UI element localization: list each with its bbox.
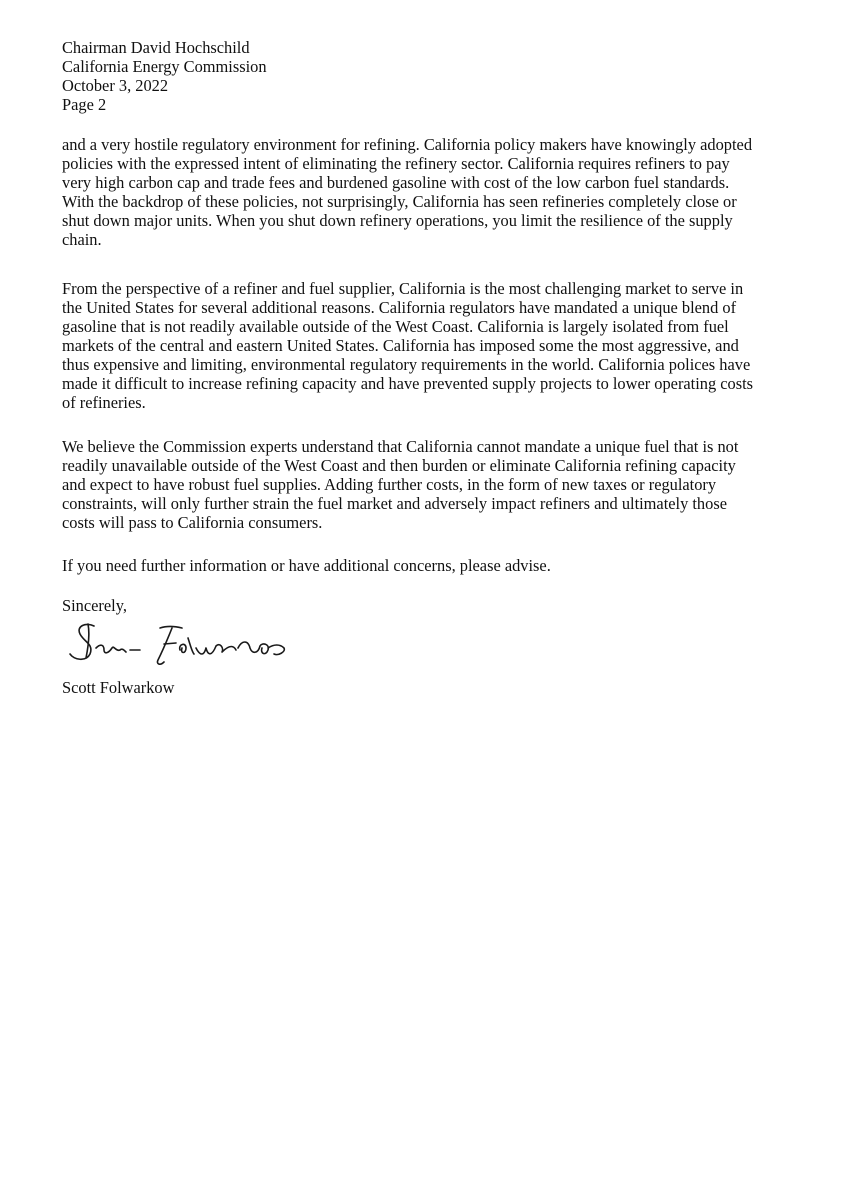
paragraph-line: With the backdrop of these policies, not surprisingly, California has seen refineries completely close or (62, 192, 737, 211)
paragraph-line: costs will pass to California consumers. (62, 513, 323, 532)
body-paragraph-3 (62, 437, 802, 532)
letter-header (62, 38, 267, 114)
page-number: Page 2 (62, 95, 107, 114)
paragraph-line: If you need further information or have additional concerns, please advise. (62, 556, 551, 575)
paragraph-line: thus expensive and limiting, environmental regulatory requirements in the world. California polices have (62, 355, 751, 374)
body-paragraph-2 (62, 279, 802, 412)
recipient-name: Chairman David Hochschild (62, 38, 250, 57)
paragraph-line: We believe the Commission experts understand that California cannot mandate a unique fuel that is not (62, 437, 739, 456)
letter-date: October 3, 2022 (62, 76, 169, 95)
closing-salutation: Sincerely, (62, 596, 127, 615)
paragraph-line: very high carbon cap and trade fees and burdened gasoline with cost of the low carbon fuel standards. (62, 173, 730, 192)
paragraph-line: chain. (62, 230, 102, 249)
body-paragraph-1 (62, 135, 802, 249)
paragraph-line: made it difficult to increase refining capacity and have prevented supply projects to lower operating costs (62, 374, 754, 393)
paragraph-line: and a very hostile regulatory environment for refining. California policy makers have knowingly adopted (62, 135, 753, 154)
handwritten-signature (64, 614, 294, 674)
paragraph-line: shut down major units. When you shut down refinery operations, you limit the resilience of the supply (62, 211, 733, 230)
paragraph-line: policies with the expressed intent of eliminating the refinery sector. California requires refiners to pay (62, 154, 730, 173)
paragraph-line: readily unavailable outside of the West Coast and then burden or eliminate California refining capacity (62, 456, 736, 475)
paragraph-line: From the perspective of a refiner and fuel supplier, California is the most challenging market to serve in (62, 279, 744, 298)
paragraph-line: and expect to have robust fuel supplies. Adding further costs, in the form of new taxes or regulatory (62, 475, 717, 494)
paragraph-line: markets of the central and eastern United States. California has imposed some the most aggressive, and (62, 336, 739, 355)
recipient-organization: California Energy Commission (62, 57, 267, 76)
signatory-name: Scott Folwarkow (62, 678, 175, 697)
paragraph-line: of refineries. (62, 393, 146, 412)
paragraph-line: the United States for several additional reasons. California regulators have mandated a unique blend of (62, 298, 737, 317)
paragraph-line: gasoline that is not readily available outside of the West Coast. California is largely isolated from fuel (62, 317, 729, 336)
body-paragraph-4 (62, 556, 802, 575)
paragraph-line: constraints, will only further strain the fuel market and adversely impact refiners and ultimately those (62, 494, 727, 513)
